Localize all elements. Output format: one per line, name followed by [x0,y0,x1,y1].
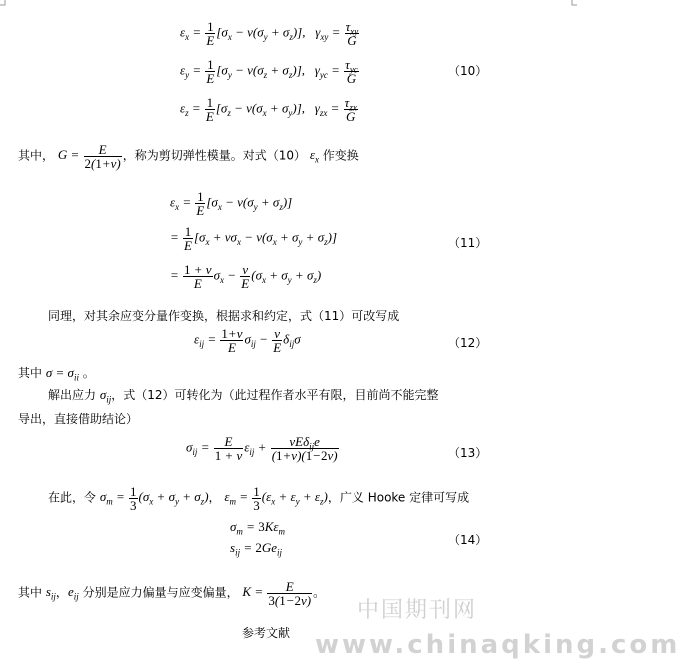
eq10-row-z: $\varepsilon_z$ = $\frac{1}{E}$ $[\sigma_z - \nu(\sigma_x + \sigma_y)]$, $\gamma_{zx}$ = $\frac{\tau_{zx}}{G}$ [180,95,357,124]
eq11-line2: = $\frac{1}{E}$ $[\sigma_x + \nu\sigma_x - \nu(\sigma_x + \sigma_y + \sigma_z)]$ [170,224,338,253]
crop-mark-top-left [0,0,6,6]
where-sigma-line: 其中 $\sigma = \sigma_{ii}$ 。 [18,365,95,383]
solve-paragraph-line2: 导出，直接借助结论） [18,412,139,426]
equation-number-14: （14） [448,533,488,547]
equation-13: $\sigma_{ij}$ = $\frac{E}{1 + \nu}$ $\varepsilon_{ij}$ + $\frac{\nu E\delta_{ij}e}{(1+\nu)(1-2\nu)}$ [186,434,338,463]
watermark-url: www.chinaqking.com [315,630,680,660]
here-let-line: 在此，令 $\sigma_m$ = $\frac{1}{3}$ $(\sigma_x + \sigma_y + \sigma_z)$， $\varepsilon_m$ = $\frac{1}{3}$ $(\varepsilon_x + \varepsilon_y + \varepsilon_z)$，广义 Hooke 定律可写成 [48,484,470,513]
eq11-line3: = $\frac{1 + \nu}{E}$ $\sigma_x$ − $\frac{\nu}{E}$ $(\sigma_x + \sigma_y + \sigma_z)$ [170,262,322,291]
here-let-prefix: 在此，令 [48,490,97,505]
solve-paragraph-line1: 解出应力 $\sigma_{ij}$，式（12）可转化为（此过程作者水平有限，目前尚不能完整 [48,387,439,405]
equation-number-11: （11） [448,236,488,250]
equation-number-13: （13） [448,446,488,460]
where-sigma-prefix: 其中 [18,366,43,380]
crop-mark-top-right [571,0,577,6]
equation-14-line1: $\sigma_m = 3K\varepsilon_m$ [230,519,285,537]
solve-line1b: ，式（12）可转化为（此过程作者水平有限，目前尚不能完整 [111,388,439,402]
where-s-line: 其中 $s_{ij}$，$e_{ij}$ 分别是应力偏量与应变偏量， K = $\frac{E}{3(1-2\nu)}$ 。 [18,579,326,608]
equation-12: $\varepsilon_{ij}$ = $\frac{1+\nu}{E}$ $\sigma_{ij}$ − $\frac{\nu}{E}$ $\delta_{ij}\sigma$ [194,326,301,355]
where-g-suffix: ，称为剪切弹性模量。对式（10） [122,148,307,163]
equation-number-10: （10） [448,64,488,78]
eq10-row-x: $\varepsilon_x$ = $\frac{1}{E}$ $[\sigma_x - \nu(\sigma_y + \sigma_z)]$, $\gamma_{xy}$ = $\frac{\tau_{xy}}{G}$ [180,19,359,48]
where-g-line: 其中， G = $\frac{E}{2(1+\nu)}$ ，称为剪切弹性模量。对式（10） $\varepsilon_x$ 作变换 [18,142,359,171]
hooke-tail: ，广义 Hooke 定律可写成 [327,490,470,505]
equation-number-12: （12） [448,336,488,350]
where-g-prefix: 其中， [18,148,55,163]
references-heading: 参考文献 [242,626,291,640]
watermark-chinese: 中国期刊网 [357,598,478,623]
eq11-line1: $\varepsilon_x$ = $\frac{1}{E}$ $[\sigma_x - \nu(\sigma_y + \sigma_z)]$ [170,189,293,218]
where-s-mid: 分别是应力偏量与应变偏量， [82,585,239,600]
eq10-row-y: $\varepsilon_y$ = $\frac{1}{E}$ $[\sigma_y - \nu(\sigma_z + \sigma_z)]$, $\gamma_{yc}$ = $\frac{\tau_{yc}}{G}$ [180,57,358,86]
solve-line1a: 解出应力 [48,388,97,402]
where-s-prefix: 其中 [18,585,43,600]
equation-14-line2: $s_{ij} = 2Ge_{ij}$ [230,540,283,558]
similarly-paragraph: 同理，对其余应变分量作变换，根据求和约定，式（11）可改写成 [48,309,400,323]
where-g-tail: 作变换 [322,148,359,163]
